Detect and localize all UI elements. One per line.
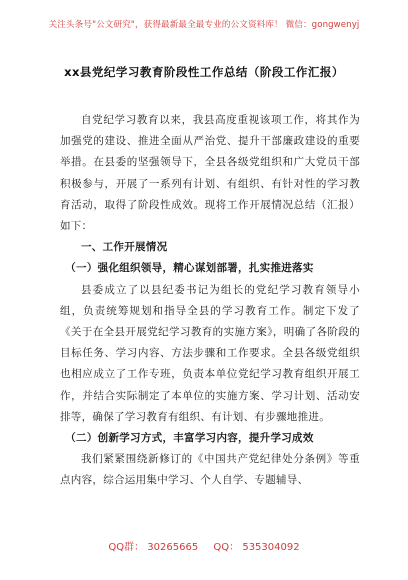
header-banner: 关注头条号"公文研究"，获得最新最全最专业的公文资料库！ 微信：gongwenyj: [48, 20, 360, 30]
footer-qq-group: QQ群： 30265665: [108, 542, 199, 553]
body-paragraph-2: 我们紧紧围绕新修订的《中国共产党纪律处分条例》等重点内容，综合运用集中学习、个人自学、专题辅导、: [60, 453, 360, 487]
document-title: xx县党纪学习教育阶段性工作总结（阶段工作汇报）: [64, 65, 344, 79]
body-paragraph-1: 县委成立了以县纪委书记为组长的党纪学习教育领导小组，负责统筹规划和指导全县的学习教育工作。制定下发了《关于在全县开展党纪学习教育的实施方案》，明确了各阶段的目标任务、学习内容、方法步骤和工作要求。全县各级党组织也相应成立了工作专班，负责本单位党纪学习教育组织开展工作，并结合实际制定了本单位的实施方案、学习计划、活动安排等，确保了学习教育有组织、有计划、有步骤地推进。: [60, 283, 360, 423]
section-heading: 一、工作开展情况: [81, 241, 168, 254]
subsection-heading-1: （一）强化组织领导，精心谋划部署，扎实推进落实: [65, 262, 314, 275]
footer-qq: QQ： 535304092: [213, 542, 300, 553]
document-body: [60, 110, 360, 492]
subsection-heading-2: （二）创新学习方式，丰富学习内容，提升学习成效: [65, 432, 314, 445]
footer-contact: [0, 538, 408, 553]
intro-paragraph: 自党纪学习教育以来，我县高度重视该项工作，将其作为加强党的建设、推进全面从严治党、提升干部廉政建设的重要举措。在县委的坚强领导下，全县各级党组织和广大党员干部积极参与，开展了一系列有计划、有组织、有针对性的学习教育活动，取得了阶段性成效。现将工作开展情况总结（汇报）如下：: [60, 114, 360, 233]
